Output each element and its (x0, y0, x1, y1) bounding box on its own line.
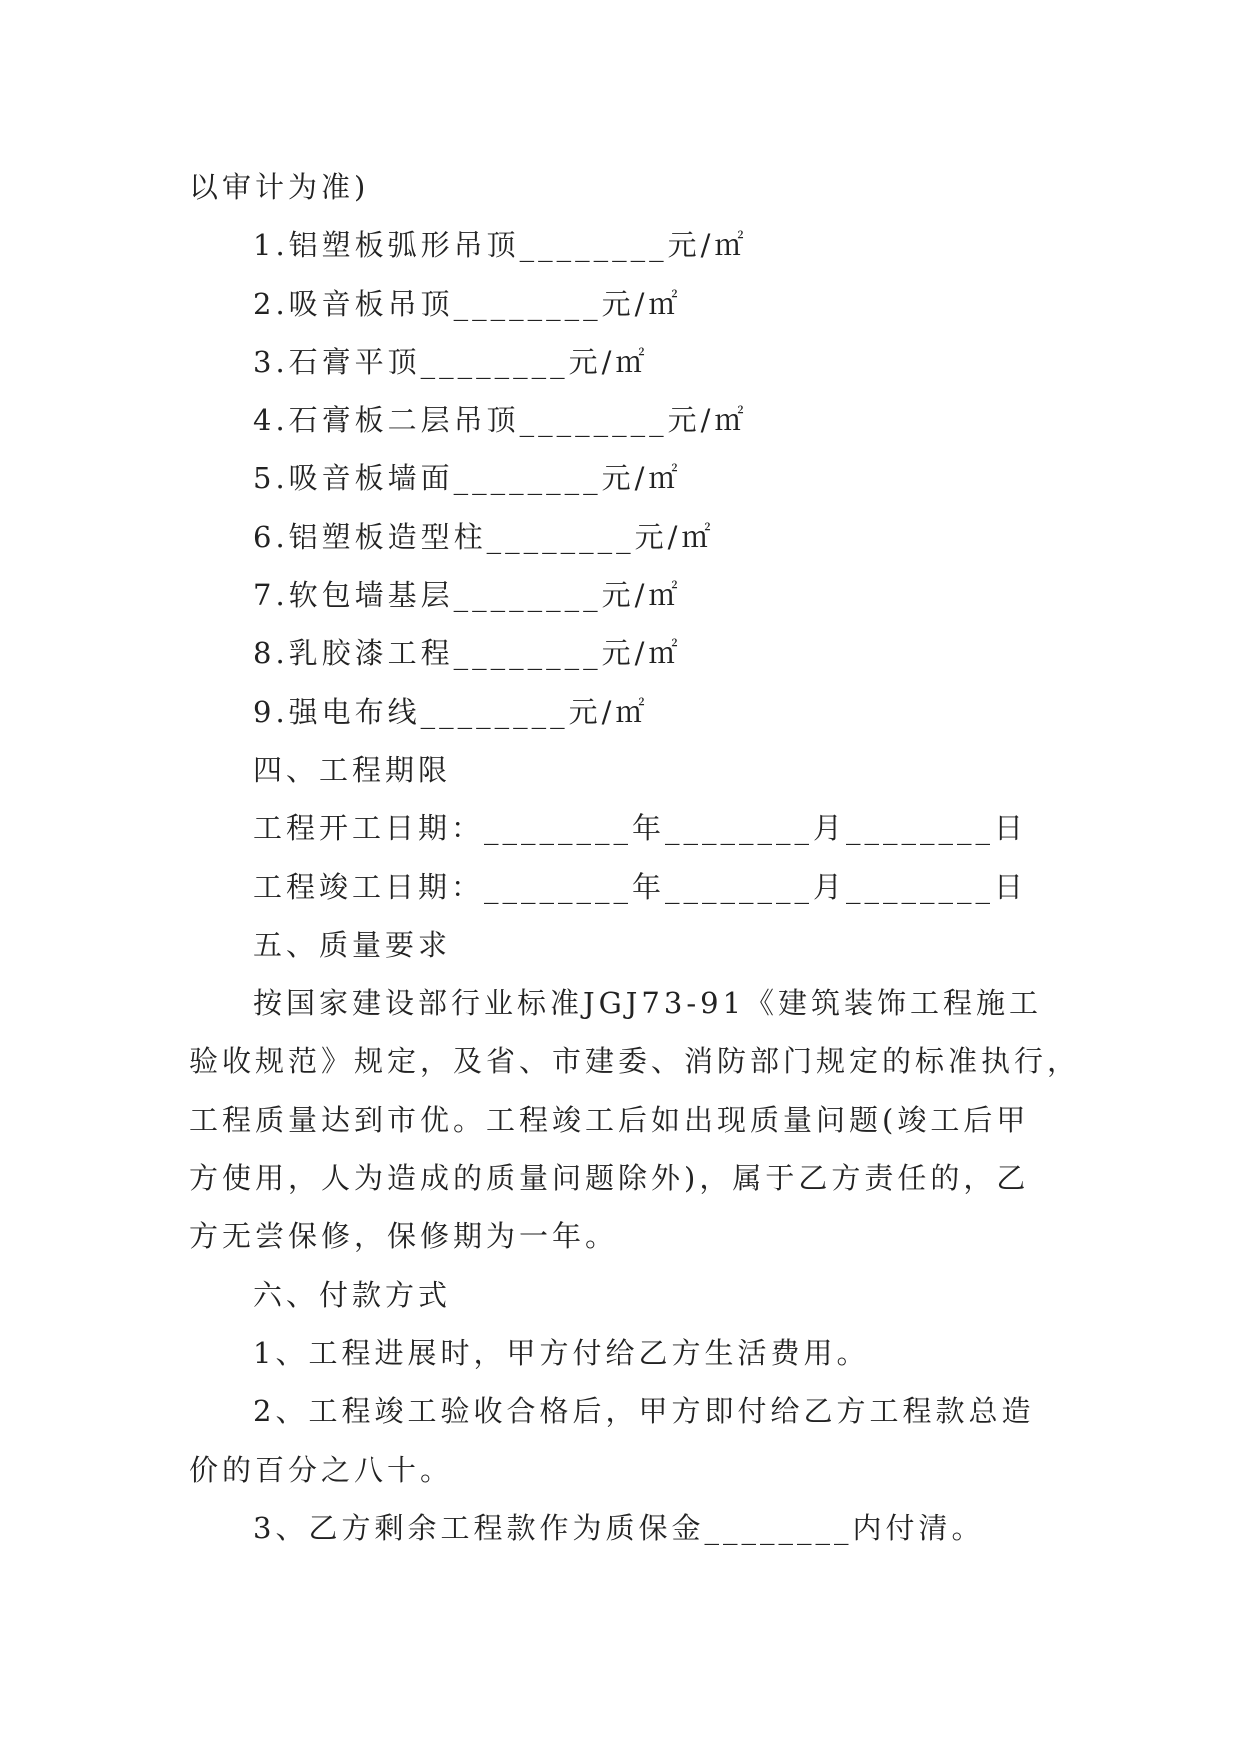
text-line: 按国家建设部行业标准JGJ73-91《建筑装饰工程施工 (253, 986, 1043, 1021)
section-heading: 四、工程期限 (253, 752, 452, 787)
text-line: 6.铝塑板造型柱________元/㎡ (253, 519, 715, 554)
text-line: 方使用，人为造成的质量问题除外)，属于乙方责任的，乙 (189, 1161, 1030, 1196)
text-line: 2.吸音板吊顶________元/㎡ (253, 286, 682, 321)
text-line: 验收规范》规定，及省、市建委、消防部门规定的标准执行， (189, 1044, 1081, 1079)
text-line: 5.吸音板墙面________元/㎡ (253, 461, 682, 496)
document-body (189, 158, 1081, 1557)
text-line: 价的百分之八十。 (189, 1452, 454, 1487)
text-line: 3.石膏平顶________元/㎡ (253, 344, 649, 379)
text-line: 9.强电布线________元/㎡ (253, 694, 649, 729)
text-line: 8.乳胶漆工程________元/㎡ (253, 636, 682, 671)
text-line: 工程开工日期：________年________月________日 (253, 811, 1028, 846)
text-line: 1、工程进展时，甲方付给乙方生活费用。 (253, 1335, 870, 1370)
text-line: 工程竣工日期：________年________月________日 (253, 869, 1028, 904)
text-line: 4.石膏板二层吊顶________元/㎡ (253, 403, 748, 438)
section-heading: 六、付款方式 (253, 1277, 452, 1312)
text-line: 1.铝塑板弧形吊顶________元/㎡ (253, 228, 748, 263)
text-line: 7.软包墙基层________元/㎡ (253, 578, 682, 613)
text-line: 工程质量达到市优。工程竣工后如出现质量问题(竣工后甲 (189, 1102, 1030, 1137)
text-line: 以审计为准) (189, 170, 370, 204)
text-line: 方无尝保修，保修期为一年。 (189, 1219, 619, 1254)
text-line: 3、乙方剩余工程款作为质保金________内付清。 (253, 1510, 985, 1545)
section-heading: 五、质量要求 (253, 927, 452, 962)
text-line: 2、工程竣工验收合格后，甲方即付给乙方工程款总造 (253, 1394, 1035, 1429)
